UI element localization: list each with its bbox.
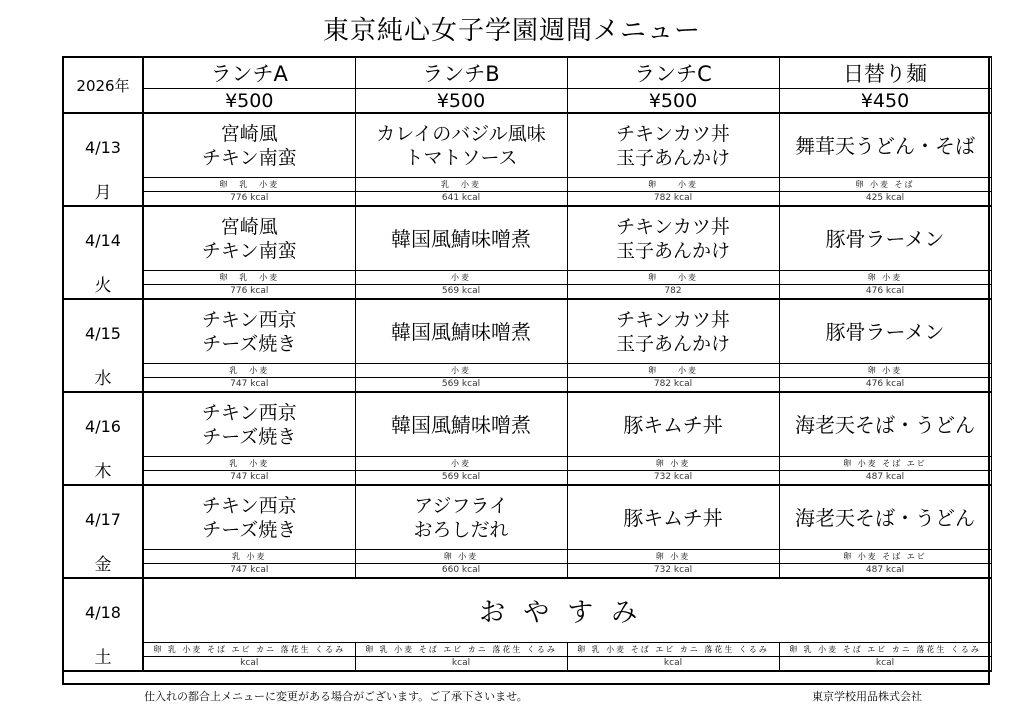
dish-name-line1: 韓国風鯖味噌煮	[391, 412, 531, 437]
day-row-dishes	[63, 299, 991, 364]
closed-notice: おやすみ	[143, 578, 991, 643]
dish-name-line1: チキンカツ丼	[616, 215, 730, 238]
day-weekday: 木	[94, 462, 112, 482]
price-daily-noodle: ¥450	[779, 89, 991, 114]
column-header-daily-noodle: 日替り麺	[779, 57, 991, 89]
day-row-kcal	[63, 564, 991, 578]
dish-cell-lunch-c	[567, 206, 779, 271]
kcal-text: 782	[567, 285, 779, 299]
kcal-text: 782 kcal	[567, 378, 779, 392]
dish-name-line1: チキンカツ丼	[616, 122, 730, 145]
day-row-kcal	[63, 192, 991, 206]
day-date: 4/16	[85, 417, 121, 436]
kcal-text: kcal	[567, 657, 779, 671]
kcal-text: 782 kcal	[567, 192, 779, 206]
allergen-text: 小麦	[355, 364, 567, 378]
allergen-text: 卵 小麦	[567, 364, 779, 378]
day-row-dishes	[63, 578, 991, 643]
dish-cell-daily-noodle	[779, 113, 991, 178]
dish-name-line2: チーズ焼き	[202, 518, 297, 541]
allergen-text: 卵 乳 小麦 そば エビ カニ 落花生 くるみ	[143, 643, 355, 657]
allergen-text: 卵 小麦	[567, 457, 779, 471]
dish-cell-lunch-c	[567, 113, 779, 178]
day-row-dishes	[63, 206, 991, 271]
header-row-names	[63, 57, 991, 89]
dish-name-line1: 海老天そば・うどん	[795, 412, 975, 437]
kcal-text: 425 kcal	[779, 192, 991, 206]
kcal-text: 569 kcal	[355, 471, 567, 485]
allergen-text: 卵 小麦 そば エビ	[779, 550, 991, 564]
day-date: 4/14	[85, 231, 121, 250]
kcal-text: 487 kcal	[779, 564, 991, 578]
dish-name-line2: おろしだれ	[413, 518, 509, 541]
price-lunch-c: ¥500	[567, 89, 779, 114]
day-date: 4/13	[85, 138, 121, 157]
year-header: 2026年	[63, 57, 143, 113]
dish-cell-lunch-a	[143, 113, 355, 178]
dish-name-line2: チーズ焼き	[202, 332, 297, 355]
day-date: 4/17	[85, 510, 121, 529]
day-row-allergens	[63, 364, 991, 378]
kcal-text: 747 kcal	[143, 471, 355, 485]
footnote: 仕入れの都合上メニューに変更がある場合がございます。ご了承下さいませ。	[144, 690, 528, 703]
kcal-text: kcal	[779, 657, 991, 671]
kcal-text: 476 kcal	[779, 378, 991, 392]
day-weekday: 土	[94, 648, 112, 668]
day-row-allergens	[63, 271, 991, 285]
dish-name-line1: 韓国風鯖味噌煮	[391, 319, 531, 344]
day-cell	[63, 113, 143, 206]
dish-cell-daily-noodle	[779, 392, 991, 457]
kcal-text: 569 kcal	[355, 378, 567, 392]
dish-name-line1: チキン西京	[201, 494, 297, 517]
dish-name-line2: 玉子あんかけ	[615, 146, 730, 169]
day-cell	[63, 299, 143, 392]
dish-name-line2: チキン南蛮	[201, 146, 297, 169]
allergen-text: 卵 乳 小麦 そば エビ カニ 落花生 くるみ	[355, 643, 567, 657]
kcal-text: 641 kcal	[355, 192, 567, 206]
day-row-kcal	[63, 657, 991, 671]
page-title: 東京純心女子学園週間メニュー	[322, 16, 701, 46]
day-row-allergens	[63, 178, 991, 192]
day-weekday: 金	[94, 555, 112, 575]
dish-name-line2: チキン南蛮	[201, 239, 297, 262]
day-row-kcal	[63, 378, 991, 392]
dish-cell-lunch-a	[143, 206, 355, 271]
day-row-kcal	[63, 471, 991, 485]
dish-name-line1: 豚キムチ丼	[623, 412, 723, 437]
allergen-text: 卵 小麦	[567, 550, 779, 564]
dish-cell-lunch-c	[567, 392, 779, 457]
dish-name-line2: 玉子あんかけ	[615, 332, 730, 355]
dish-name-line1: 韓国風鯖味噌煮	[391, 226, 531, 251]
weekly-menu-table	[62, 56, 992, 672]
saturday-body	[63, 578, 991, 671]
dish-name-line1: カレイのバジル風味	[376, 122, 546, 145]
dish-cell-lunch-c	[567, 485, 779, 550]
day-weekday: 火	[94, 276, 112, 296]
kcal-text: kcal	[355, 657, 567, 671]
allergen-text: 乳 小麦	[143, 550, 355, 564]
price-lunch-a: ¥500	[143, 89, 355, 114]
dish-cell-lunch-b	[355, 392, 567, 457]
kcal-text: 747 kcal	[143, 564, 355, 578]
column-header-lunch-b: ランチB	[355, 57, 567, 89]
dish-cell-lunch-b	[355, 113, 567, 178]
dish-cell-lunch-b	[355, 299, 567, 364]
dish-name-line1: 宮崎風	[220, 122, 278, 145]
dish-name-line1: チキンカツ丼	[616, 308, 730, 331]
day-cell	[63, 206, 143, 299]
dish-name-line1: 豚骨ラーメン	[825, 226, 945, 251]
allergen-text: 卵 小麦 そば	[779, 178, 991, 192]
company-name: 東京学校用品株式会社	[812, 690, 922, 703]
dish-name-line2: チーズ焼き	[202, 425, 297, 448]
dish-cell-lunch-a	[143, 392, 355, 457]
allergen-text: 卵 乳 小麦 そば エビ カニ 落花生 くるみ	[567, 643, 779, 657]
allergen-text: 卵 乳 小麦 そば エビ カニ 落花生 くるみ	[779, 643, 991, 657]
dish-name-line2: トマトソース	[404, 146, 518, 169]
allergen-text: 卵 小麦	[567, 178, 779, 192]
allergen-text: 卵 乳 小麦	[143, 178, 355, 192]
dish-name-line1: 海老天そば・うどん	[795, 505, 975, 530]
day-cell	[63, 392, 143, 485]
dish-name-line1: チキン西京	[201, 308, 297, 331]
allergen-text: 卵 乳 小麦	[143, 271, 355, 285]
day-weekday: 水	[94, 369, 112, 389]
day-cell	[63, 485, 143, 578]
day-row-kcal	[63, 285, 991, 299]
day-row-dishes	[63, 392, 991, 457]
day-date: 4/18	[85, 603, 121, 622]
allergen-text: 小麦	[355, 457, 567, 471]
day-row-allergens	[63, 550, 991, 564]
kcal-text: 660 kcal	[355, 564, 567, 578]
dish-cell-lunch-a	[143, 485, 355, 550]
dish-name-line1: 宮崎風	[220, 215, 278, 238]
dish-name-line1: 豚キムチ丼	[623, 505, 723, 530]
dish-cell-lunch-b	[355, 206, 567, 271]
kcal-text: 732 kcal	[567, 564, 779, 578]
allergen-text: 卵 小麦	[779, 271, 991, 285]
column-header-lunch-c: ランチC	[567, 57, 779, 89]
header-row-prices	[63, 89, 991, 114]
dish-name-line2: 玉子あんかけ	[615, 239, 730, 262]
allergen-text: 卵 小麦	[779, 364, 991, 378]
day-date: 4/15	[85, 324, 121, 343]
kcal-text: 569 kcal	[355, 285, 567, 299]
allergen-text: 卵 小麦	[567, 271, 779, 285]
dish-cell-daily-noodle	[779, 485, 991, 550]
dish-cell-daily-noodle	[779, 206, 991, 271]
dish-cell-lunch-a	[143, 299, 355, 364]
kcal-text: 476 kcal	[779, 285, 991, 299]
day-row-dishes	[63, 113, 991, 178]
day-row-allergens	[63, 643, 991, 657]
dish-name-line1: アジフライ	[414, 494, 508, 517]
allergen-text: 卵 小麦	[355, 550, 567, 564]
kcal-text: kcal	[143, 657, 355, 671]
dish-name-line1: 豚骨ラーメン	[825, 319, 945, 344]
dish-cell-daily-noodle	[779, 299, 991, 364]
allergen-text: 乳 小麦	[355, 178, 567, 192]
allergen-text: 小麦	[355, 271, 567, 285]
kcal-text: 776 kcal	[143, 192, 355, 206]
dish-cell-lunch-b	[355, 485, 567, 550]
day-row-allergens	[63, 457, 991, 471]
kcal-text: 776 kcal	[143, 285, 355, 299]
allergen-text: 卵 小麦 そば エビ	[779, 457, 991, 471]
kcal-text: 487 kcal	[779, 471, 991, 485]
allergen-text: 乳 小麦	[143, 364, 355, 378]
days-body	[63, 113, 991, 578]
day-cell	[63, 578, 143, 671]
dish-name-line1: 舞茸天うどん・そば	[795, 133, 975, 158]
day-row-dishes	[63, 485, 991, 550]
price-lunch-b: ¥500	[355, 89, 567, 114]
column-header-lunch-a: ランチA	[143, 57, 355, 89]
allergen-text: 乳 小麦	[143, 457, 355, 471]
day-weekday: 月	[94, 183, 112, 203]
kcal-text: 732 kcal	[567, 471, 779, 485]
dish-name-line1: チキン西京	[201, 401, 297, 424]
kcal-text: 747 kcal	[143, 378, 355, 392]
dish-cell-lunch-c	[567, 299, 779, 364]
